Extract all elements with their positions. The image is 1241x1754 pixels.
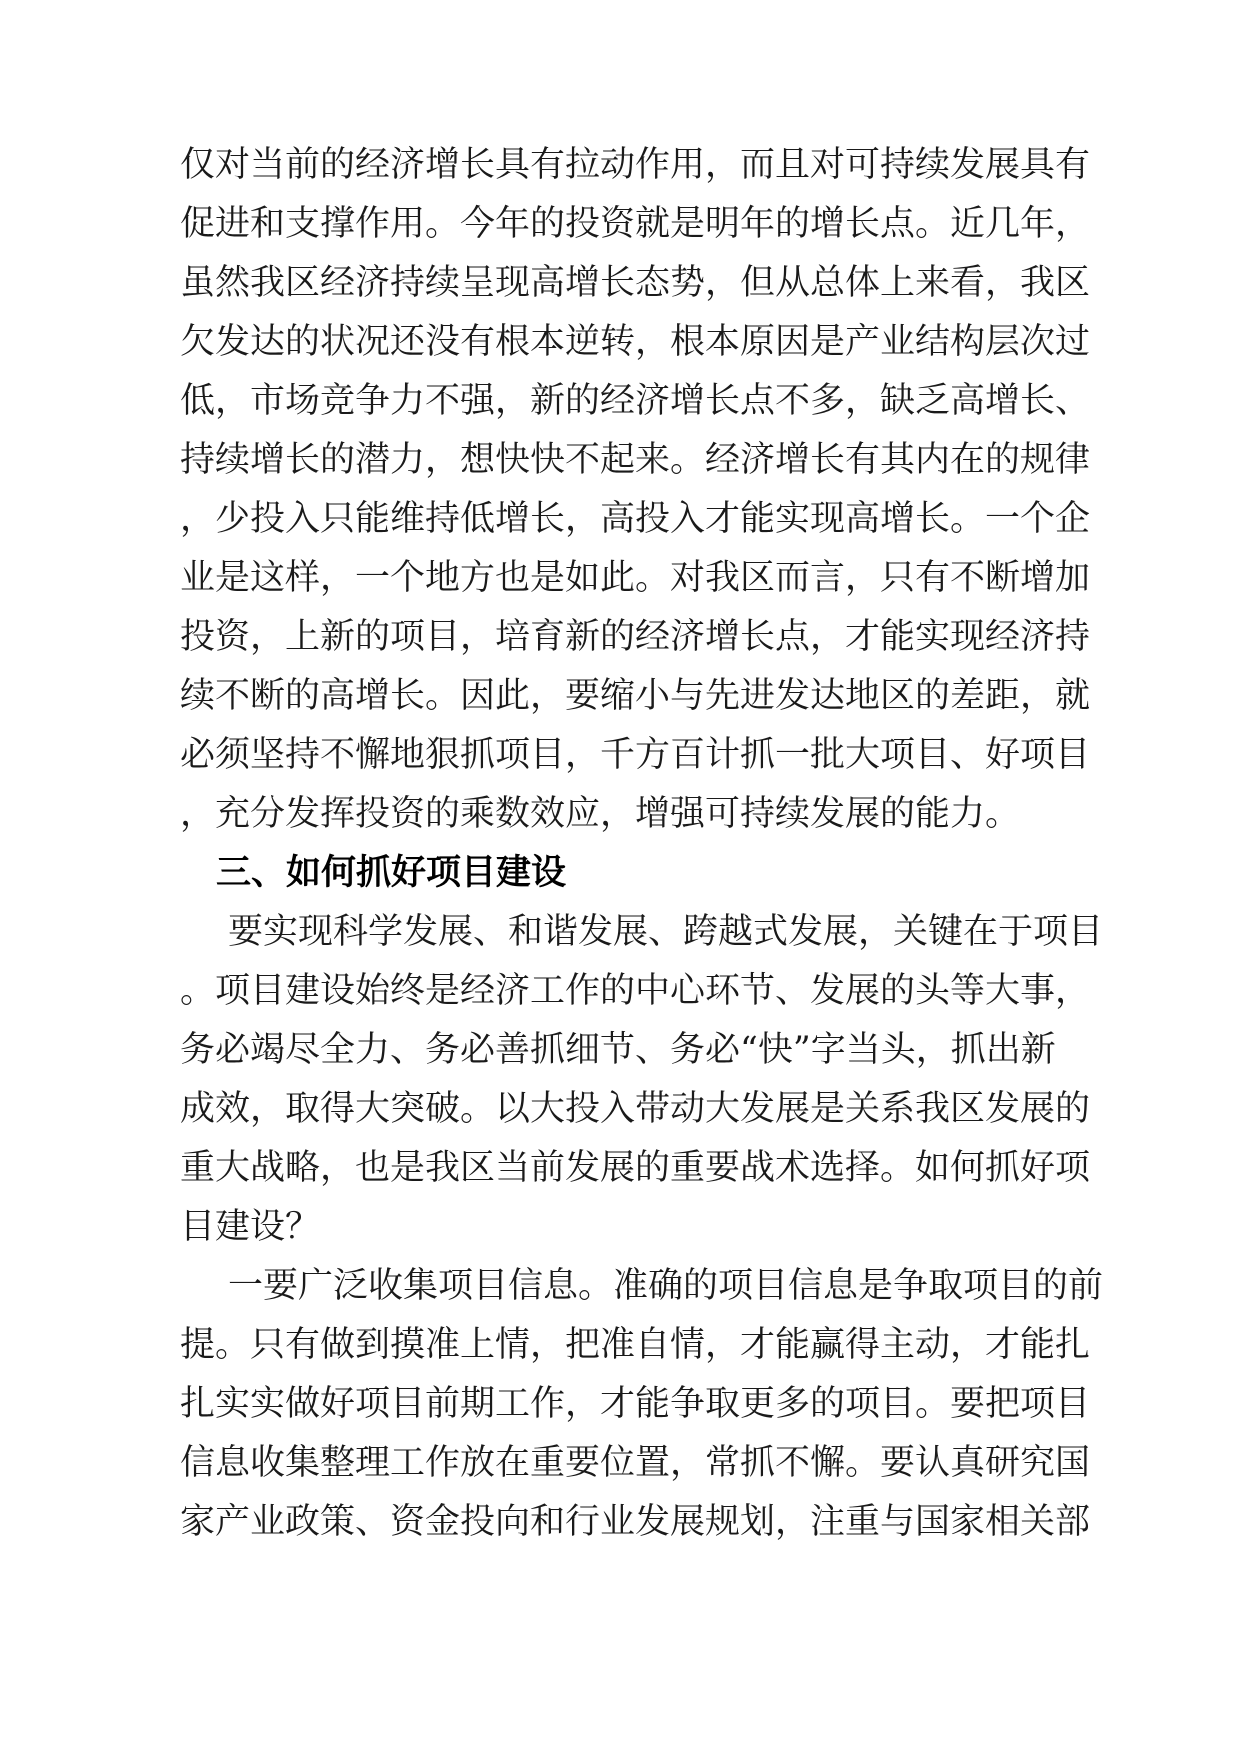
text-line: 目建设？ [180, 1207, 321, 1247]
text-line: 成效，取得大突破。以大投入带动大发展是关系我区发展的 [180, 1089, 1091, 1129]
document-body [180, 136, 1104, 1552]
text-line: 投资，上新的项目，培育新的经济增长点，才能实现经济持 [180, 617, 1091, 657]
text-line: 持续增长的潜力，想快快不起来。经济增长有其内在的规律 [180, 440, 1091, 480]
text-line: 促进和支撑作用。今年的投资就是明年的增长点。近几年， [180, 204, 1091, 244]
text-line: 一要广泛收集项目信息。准确的项目信息是争取项目的前 [228, 1266, 1104, 1306]
text-line: ，充分发挥投资的乘数效应，增强可持续发展的能力。 [180, 794, 1021, 834]
paragraph-2 [180, 903, 1104, 1257]
text-line: 续不断的高增长。因此，要缩小与先进发达地区的差距，就 [180, 676, 1091, 716]
text-line: 信息收集整理工作放在重要位置，常抓不懈。要认真研究国 [180, 1443, 1091, 1483]
text-line: 业是这样，一个地方也是如此。对我区而言，只有不断增加 [180, 558, 1091, 598]
text-line: 提。只有做到摸准上情，把准自情，才能赢得主动，才能扎 [180, 1325, 1091, 1365]
text-line: 扎实实做好项目前期工作，才能争取更多的项目。要把项目 [180, 1384, 1091, 1424]
text-line: 要实现科学发展、和谐发展、跨越式发展，关键在于项目 [228, 912, 1104, 952]
text-line: 重大战略，也是我区当前发展的重要战术选择。如何抓好项 [180, 1148, 1091, 1188]
section-heading: 三、如何抓好项目建设 [216, 853, 567, 893]
text-line: 低，市场竞争力不强，新的经济增长点不多，缺乏高增长、 [180, 381, 1091, 421]
text-line: 欠发达的状况还没有根本逆转，根本原因是产业结构层次过 [180, 322, 1091, 362]
text-line: 必须坚持不懈地狠抓项目，千方百计抓一批大项目、好项目 [180, 735, 1091, 775]
paragraph-3 [180, 1257, 1104, 1552]
paragraph-1 [180, 136, 1091, 844]
text-line: 家产业政策、资金投向和行业发展规划，注重与国家相关部 [180, 1502, 1091, 1542]
text-line: 。项目建设始终是经济工作的中心环节、发展的头等大事， [180, 971, 1091, 1011]
text-line: ，少投入只能维持低增长，高投入才能实现高增长。一个企 [180, 499, 1091, 539]
text-line: 虽然我区经济持续呈现高增长态势，但从总体上来看，我区 [180, 263, 1091, 303]
text-line: 务必竭尽全力、务必善抓细节、务必“快”字当头，抓出新 [180, 1030, 1056, 1070]
text-line: 仅对当前的经济增长具有拉动作用，而且对可持续发展具有 [180, 145, 1091, 185]
